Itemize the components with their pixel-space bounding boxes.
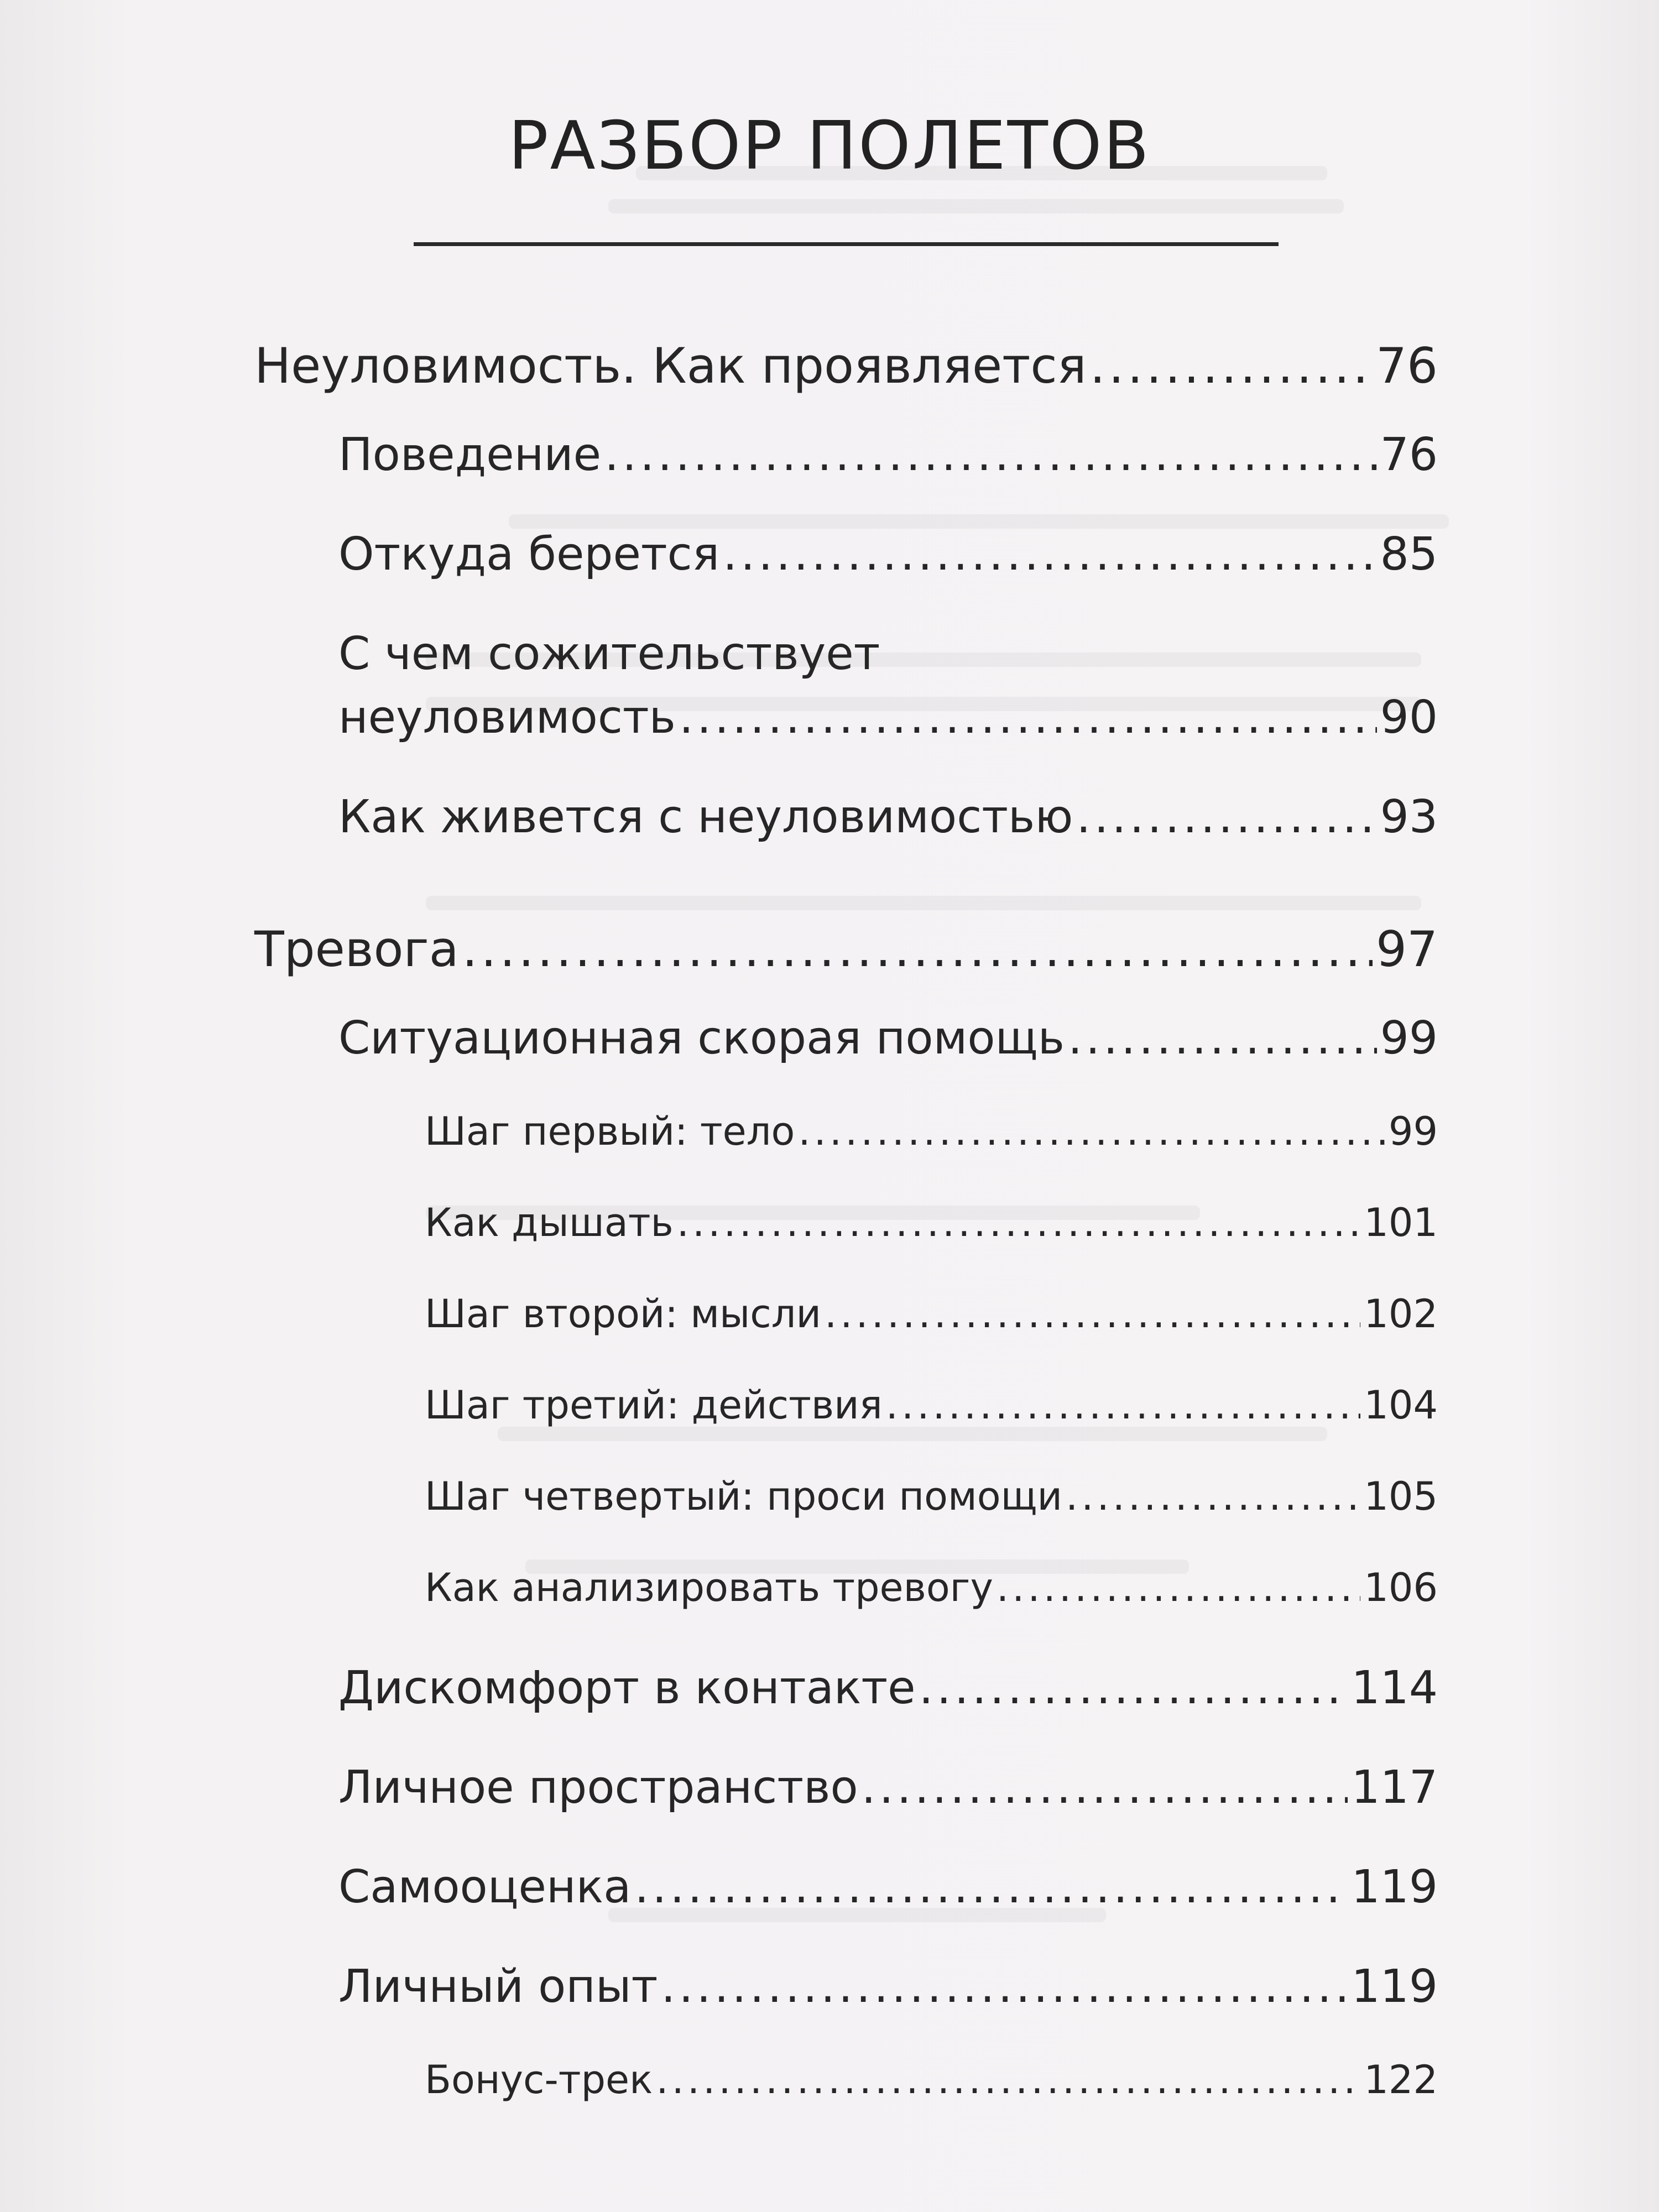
toc-entry-label: Неуловимость. Как проявляется xyxy=(254,337,1087,394)
toc-entry xyxy=(338,1960,1438,2013)
toc-entry xyxy=(338,691,1438,744)
toc-entry-label: Шаг первый: тело xyxy=(425,1109,795,1154)
dot-leader xyxy=(825,1291,1360,1337)
toc-entry-page: 117 xyxy=(1351,1761,1438,1814)
toc-entry xyxy=(425,1565,1438,1610)
toc-entry-page: 97 xyxy=(1376,921,1438,978)
toc-entry-label: Как дышать xyxy=(425,1200,674,1245)
toc-entry-label: Ситуационная скорая помощь xyxy=(338,1012,1065,1065)
toc-entry-page: 114 xyxy=(1351,1662,1438,1714)
dot-leader xyxy=(1090,337,1373,394)
toc-entry-page: 119 xyxy=(1351,1861,1438,1913)
dot-leader xyxy=(679,691,1377,744)
dot-leader xyxy=(462,921,1373,978)
toc-entry-label: Откуда берется xyxy=(338,528,720,581)
toc-entry-page: 102 xyxy=(1364,1291,1438,1337)
dot-leader xyxy=(997,1565,1361,1610)
toc-entry-page: 119 xyxy=(1351,1960,1438,2013)
toc-entry-page: 93 xyxy=(1380,791,1438,843)
toc-entry-label: Личный опыт xyxy=(338,1960,658,2013)
toc-entry-page: 99 xyxy=(1388,1109,1438,1154)
toc-entry-label: Шаг третий: действия xyxy=(425,1383,883,1428)
toc-entry xyxy=(338,429,1438,481)
dot-leader xyxy=(723,528,1377,581)
dot-leader xyxy=(604,429,1377,481)
dot-leader xyxy=(1076,791,1376,843)
toc-entry xyxy=(338,1861,1438,1913)
section-title: РАЗБОР ПОЛЕТОВ xyxy=(508,108,1151,185)
toc-entry xyxy=(425,1200,1438,1245)
toc-entry-page: 76 xyxy=(1380,429,1438,481)
dot-leader xyxy=(798,1109,1385,1154)
toc-entry-label: Поведение xyxy=(338,429,602,481)
dot-leader xyxy=(862,1761,1348,1814)
toc-entry-label: Как живется с неуловимостью xyxy=(338,791,1073,843)
toc-entry-label: Шаг второй: мысли xyxy=(425,1291,822,1337)
toc-entry-label: Как анализировать тревогу xyxy=(425,1565,993,1610)
dot-leader xyxy=(656,2057,1360,2103)
toc-entry-label: неуловимость xyxy=(338,691,676,744)
toc-entry-label: Тревога xyxy=(254,921,459,978)
toc-entry-label: Самооценка xyxy=(338,1861,632,1913)
dot-leader xyxy=(1066,1474,1360,1519)
toc-entry xyxy=(338,1761,1438,1814)
toc-entry-page: 122 xyxy=(1364,2057,1438,2103)
toc-entry xyxy=(338,1662,1438,1714)
toc-entry-page: 101 xyxy=(1364,1200,1438,1245)
toc-entry-label: Бонус-трек xyxy=(425,2057,653,2103)
dot-leader xyxy=(886,1383,1361,1428)
toc-entry-page: 106 xyxy=(1364,1565,1438,1610)
toc-entry xyxy=(338,791,1438,843)
toc-entry xyxy=(425,1109,1438,1154)
toc-entry-label: Дискомфорт в контакте xyxy=(338,1662,916,1714)
dot-leader xyxy=(634,1861,1348,1913)
toc-entry-page: 104 xyxy=(1364,1383,1438,1428)
toc-entry-page: 76 xyxy=(1376,337,1438,394)
toc-entry-page: 85 xyxy=(1380,528,1438,581)
toc-entry-page: 105 xyxy=(1364,1474,1438,1519)
toc-entry xyxy=(425,1383,1438,1428)
toc-entry xyxy=(425,2057,1438,2103)
toc-entry xyxy=(254,337,1438,394)
toc-entry xyxy=(254,921,1438,978)
toc-entry xyxy=(338,1012,1438,1065)
dot-leader xyxy=(677,1200,1361,1245)
dot-leader xyxy=(919,1662,1348,1714)
toc-entry xyxy=(338,528,1438,581)
toc-entry xyxy=(425,1474,1438,1519)
toc-entry-label-line1: С чем сожительствует xyxy=(338,628,880,680)
toc-entry-label: Личное пространство xyxy=(338,1761,858,1814)
dot-leader xyxy=(661,1960,1348,2013)
toc-entry-page: 90 xyxy=(1380,691,1438,744)
toc-entry-page: 99 xyxy=(1380,1012,1438,1065)
toc-entry-label: Шаг четвертый: проси помощи xyxy=(425,1474,1063,1519)
dot-leader xyxy=(1068,1012,1377,1065)
toc-entry xyxy=(425,1291,1438,1337)
